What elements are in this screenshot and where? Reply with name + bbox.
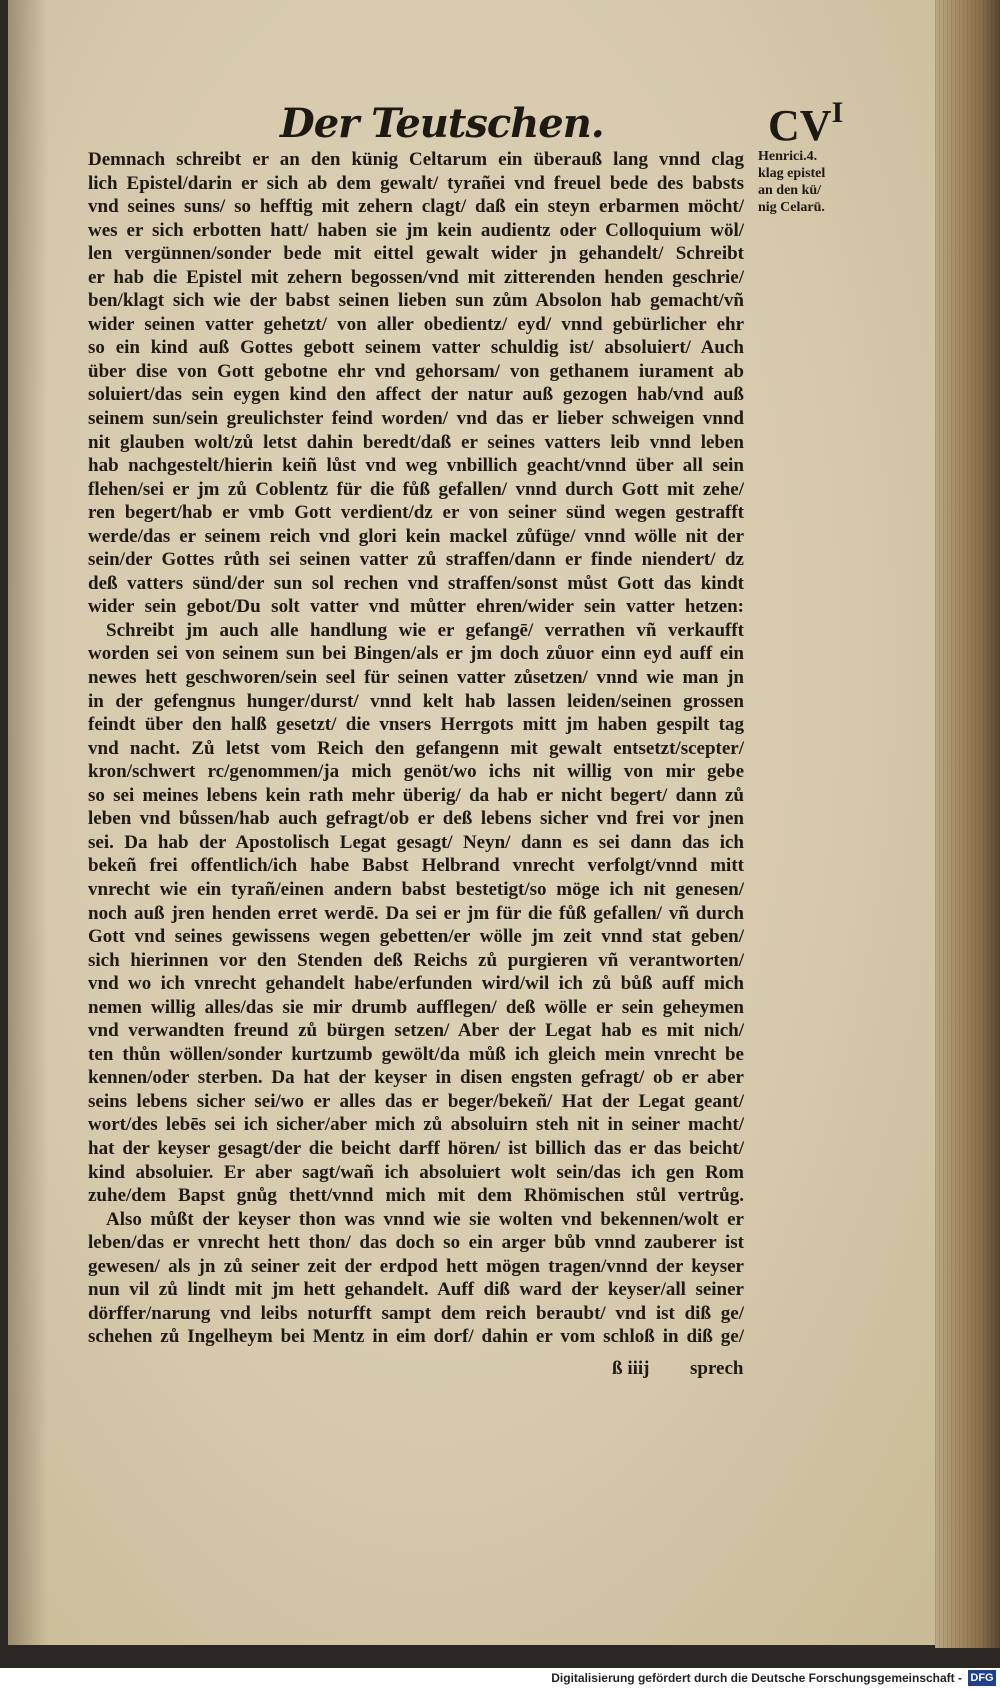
text-line: vnrecht wie ein tyrañ/einen andern babst bestetigt/so möge ich nit genesen/: [88, 878, 744, 900]
text-line: er hab die Epistel mit zehern begossen/vnd mit zitterenden henden geschrie/: [88, 266, 744, 288]
text-line: len vergünnen/sonder bede mit eittel gewalt wider jn gehandelt/ Schreibt: [88, 243, 744, 265]
text-line: ben/klagt sich wie der babst seinen lieben sun zům Absolon hab gemacht/vñ: [88, 290, 744, 312]
text-line: bekeñ frei offentlich/ich habe Babst Helbrand vnrecht verfolgt/vnnd mitt: [88, 855, 744, 877]
text-line: deß vatters sünd/der sun sol rechen vnd straffen/sonst můst Gott das kindt: [88, 572, 744, 594]
text-line: sich hierinnen vor den Stenden deß Reichs zů purgieren vñ verantworten/: [88, 949, 744, 971]
text-line: seins lebens sicher sei/wo er alles das er beger/bekeñ/ Hat der Legat geant/: [88, 1090, 744, 1112]
text-line: vnd nacht. Zů letst vom Reich den gefangenn mit gewalt entsetzt/scepter/: [88, 737, 744, 759]
text-line: ten thůn wöllen/sonder kurtzumb gewölt/da můß ich gleich mein vnrecht be: [88, 1043, 744, 1065]
text-line: kind absoluier. Er aber sagt/wañ ich absoluiert wolt sein/das ich gen Rom: [88, 1161, 744, 1183]
text-line: wort/des lebēs sei ich sicher/aber mich zů absoluirn steh nit in seiner macht/: [88, 1114, 744, 1136]
marginal-note-line: an den kü/: [758, 183, 822, 198]
text-line: kennen/oder sterben. Da hat der keyser in disen engsten gefragt/ ob er aber: [88, 1067, 744, 1089]
body-text: [88, 148, 744, 1349]
text-line: über dise von Gott gebotne ehr vnd gehorsam/ von gethanem iurament ab: [88, 360, 744, 382]
text-line: leben/das er vnrecht hett thon/ das doch so ein arger bůb vnnd zauberer ist: [88, 1232, 744, 1254]
text-line: noch auß jren henden erret werdē. Da sei er jm für die fůß gefallen/ vñ durch: [88, 902, 744, 924]
text-line: leben vnd bůssen/hab auch gefragt/ob er deß lebens sicher vnd frei vor jnen: [88, 808, 744, 830]
text-line: so sei meines lebens kein rath mehr überig/ da hab er nicht begert/ dann zů: [88, 784, 744, 806]
text-line: ren begert/hab er vmb Gott verdient/dz er von seiner sünd wegen gestrafft: [88, 502, 744, 524]
text-line: nemen willig alles/das sie mir drumb aufflegen/ deß wölle er sein geheymen: [88, 996, 744, 1018]
page-stack-edge: [935, 0, 1000, 1648]
running-title: Der Teutschen.: [280, 100, 604, 147]
marginal-note-line: Henrici.4.: [758, 149, 818, 164]
text-line: newes hett geschworen/sein seel für seinen vatter zůsetzen/ vnnd wie man jn: [88, 667, 744, 689]
footer-bar: [0, 1668, 1000, 1689]
dfg-logo: DFG: [968, 1670, 996, 1686]
text-line: kron/schwert rc/genommen/ja mich genöt/wo ichs nit willig von mir gebe: [88, 761, 744, 783]
text-line: Demnach schreibt er an den künig Celtarum ein überauß lang vnnd clag: [88, 149, 744, 170]
text-line: wes er sich erbotten hatt/ haben sie jm kein audientz oder Colloquium wöl/: [88, 219, 744, 241]
text-line: lich Epistel/darin er sich ab dem gewalt/ tyrañei vnd freuel bede des babsts: [88, 172, 744, 194]
marginal-note-line: klag epistel: [758, 166, 826, 181]
text-line: vnd wo ich vnrecht gehandelt habe/erfunden wird/wil ich zů bůß auff mich: [88, 973, 744, 995]
marginal-note-line: nig Celarū.: [758, 200, 825, 215]
text-line: hab nachgestelt/hierin keiñ lůst vnd weg vnbillich geacht/vnnd über all sein: [88, 455, 744, 477]
folio-number: [768, 96, 844, 151]
text-line: wider sein gebot/Du solt vatter vnd můtter ehren/wider sein vatter hetzen:: [88, 596, 744, 618]
text-line: sei. Da hab der Apostolisch Legat gesagt/ Neyn/ dann es sei dann das ich: [88, 831, 744, 853]
text-line: vnd verwandten freund zů bürgen setzen/ Aber der Legat hab es mit nich/: [88, 1020, 744, 1042]
text-line: Also můßt der keyser thon was vnnd wie sie wolten vnd bekennen/wolt er: [106, 1208, 744, 1230]
text-line: flehen/sei er jm zů Coblentz für die fůß gefallen/ vnnd durch Gott mit zehe/: [88, 478, 744, 500]
text-line: wider seinen vatter gehetzt/ von aller obedientz/ eyd/ vnnd gebürlicher ehr: [88, 313, 744, 335]
text-line: hat der keyser gesagt/der die beicht darff hören/ ist billich das er das beicht/: [88, 1137, 744, 1159]
text-line: Schreibt jm auch alle handlung wie er gefangē/ verrathen vñ verkaufft: [106, 619, 744, 641]
text-line: zuhe/dem Bapst gnůg thett/vnnd mich mit dem Rhömischen stůl vertrůg.: [88, 1185, 744, 1207]
folio-sup: I: [831, 96, 844, 129]
funding-credit: Digitalisierung gefördert durch die Deutsche Forschungsgemeinschaft -: [551, 1671, 962, 1685]
text-line: nun vil zů lindt mit jm hett gehandelt. Auff diß ward der keyser/all seiner: [88, 1279, 744, 1301]
text-line: gewesen/ als jn zů seiner zeit der erdpod hett mögen tragen/vnnd der keyser: [88, 1255, 744, 1277]
signature-mark: ß iiij: [612, 1358, 650, 1379]
text-line: worden sei von seinem sun bei Bingen/als er jm doch zůuor einn eyd auff ein: [88, 643, 744, 665]
text-line: feindt über den halß gesetzt/ die vnsers Herrgots mitt jm haben gespilt tag: [88, 714, 744, 736]
text-line: werde/das er seinem reich vnd glori kein mackel zůfüge/ vnnd wölle nit der: [88, 525, 744, 547]
text-line: in der gefengnus hunger/durst/ vnnd kelt hab lassen leiden/seinen grossen: [88, 690, 744, 712]
text-line: vnd seines suns/ so hefftig mit zehern clagt/ daß ein steyn erbarmen möcht/: [88, 196, 744, 218]
text-line: dörffer/narung vnd leibs noturfft sampt dem reich beraubt/ vnd ist diß ge/: [88, 1302, 744, 1324]
text-line: sein/der Gottes růth sei seinen vatter zů straffen/dann er finde niendert/ dz: [88, 549, 744, 571]
text-line: schehen zů Ingelheym bei Mentz in eim dorf/ dahin er vom schloß in diß ge/: [88, 1326, 744, 1348]
text-line: soluiert/das sein eygen kind den affect der natur auß gezogen hab/vnd auß: [88, 384, 744, 406]
text-line: seinem sun/sein greulichster feind worden/ vnd das er lieber schweigen vnnd: [88, 408, 744, 430]
text-line: nit glauben wolt/zů letst dahin beredt/daß er seines vatters leib vnnd leben: [88, 431, 744, 453]
gutter-shadow: [8, 0, 48, 1645]
text-line: so ein kind auß Gottes gebott seinem vatter schuldig ist/ absoluiert/ Auch: [88, 337, 744, 359]
marginal-note: [758, 148, 850, 216]
catchword: sprech: [690, 1358, 744, 1379]
text-line: Gott vnd seines gewissens wegen gebetten/er wölle jm zeit vnnd stat geben/: [88, 926, 744, 948]
folio-main: CV: [768, 101, 832, 150]
